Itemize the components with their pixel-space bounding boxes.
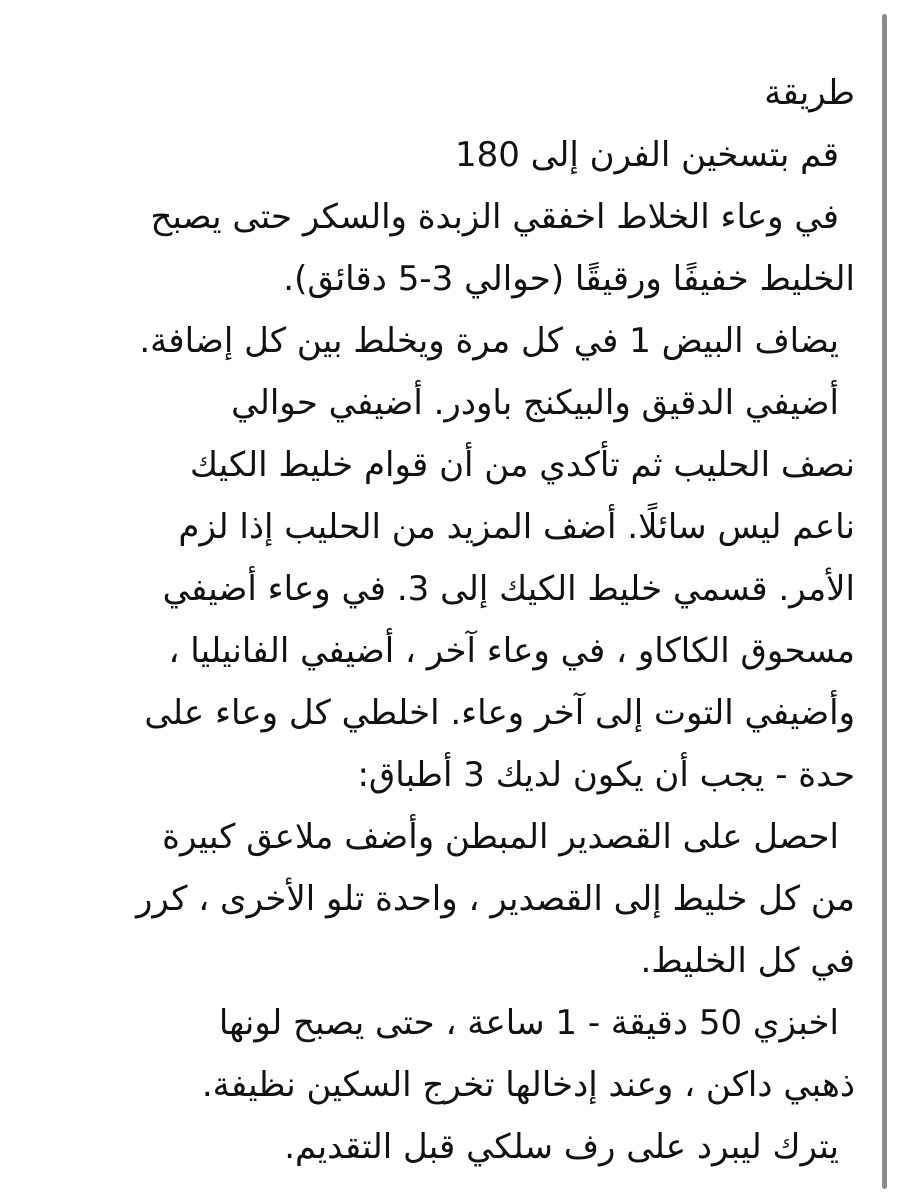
step-cool: يترك ليبرد على رف سلكي قبل التقديم.: [284, 1127, 839, 1167]
step-preheat-oven: قم بتسخين الفرن إلى 180: [454, 135, 839, 175]
text-line: الأمر. قسمي خليط الكيك إلى 3. في وعاء أضيفي: [162, 569, 855, 609]
vertical-scrollbar[interactable]: [876, 0, 902, 1200]
text-line: وأضيفي التوت إلى آخر وعاء. اخلطي كل وعاء على: [144, 693, 855, 733]
step-add-flour: أضيفي الدقيق والبيكنج باودر. أضيفي حوالي: [231, 383, 839, 423]
text-line: مسحوق الكاكاو ، في وعاء آخر ، أضيفي الفانيليا ،: [168, 631, 855, 671]
step-add-eggs: يضاف البيض 1 في كل مرة ويخلط بين كل إضافة.: [139, 321, 839, 361]
text-line: الخليط خفيفًا ورقيقًا (حوالي 3-5 دقائق).: [283, 259, 855, 299]
method-heading: طريقة: [764, 73, 855, 113]
text-line: من كل خليط إلى القصدير ، واحدة تلو الأخرى ، كرر: [136, 879, 855, 919]
scrollbar-thumb[interactable]: [882, 14, 887, 1189]
step-layer-tin: احصل على القصدير المبطن وأضف ملاعق كبيرة: [162, 817, 839, 857]
text-line: حدة - يجب أن يكون لديك 3 أطباق:: [357, 755, 855, 795]
text-line: في كل الخليط.: [640, 941, 855, 981]
step-beat-butter-sugar: في وعاء الخلاط اخفقي الزبدة والسكر حتى يصبح: [150, 197, 839, 237]
text-line: ناعم ليس سائلًا. أضف المزيد من الحليب إذا لزم: [178, 507, 855, 547]
step-bake: اخبزي 50 دقيقة - 1 ساعة ، حتى يصبح لونها: [218, 1003, 839, 1043]
text-line: نصف الحليب ثم تأكدي من أن قوام خليط الكيك: [190, 445, 855, 485]
recipe-method-text: [60, 62, 855, 1178]
text-line: ذهبي داكن ، وعند إدخالها تخرج السكين نظيفة.: [201, 1065, 855, 1105]
